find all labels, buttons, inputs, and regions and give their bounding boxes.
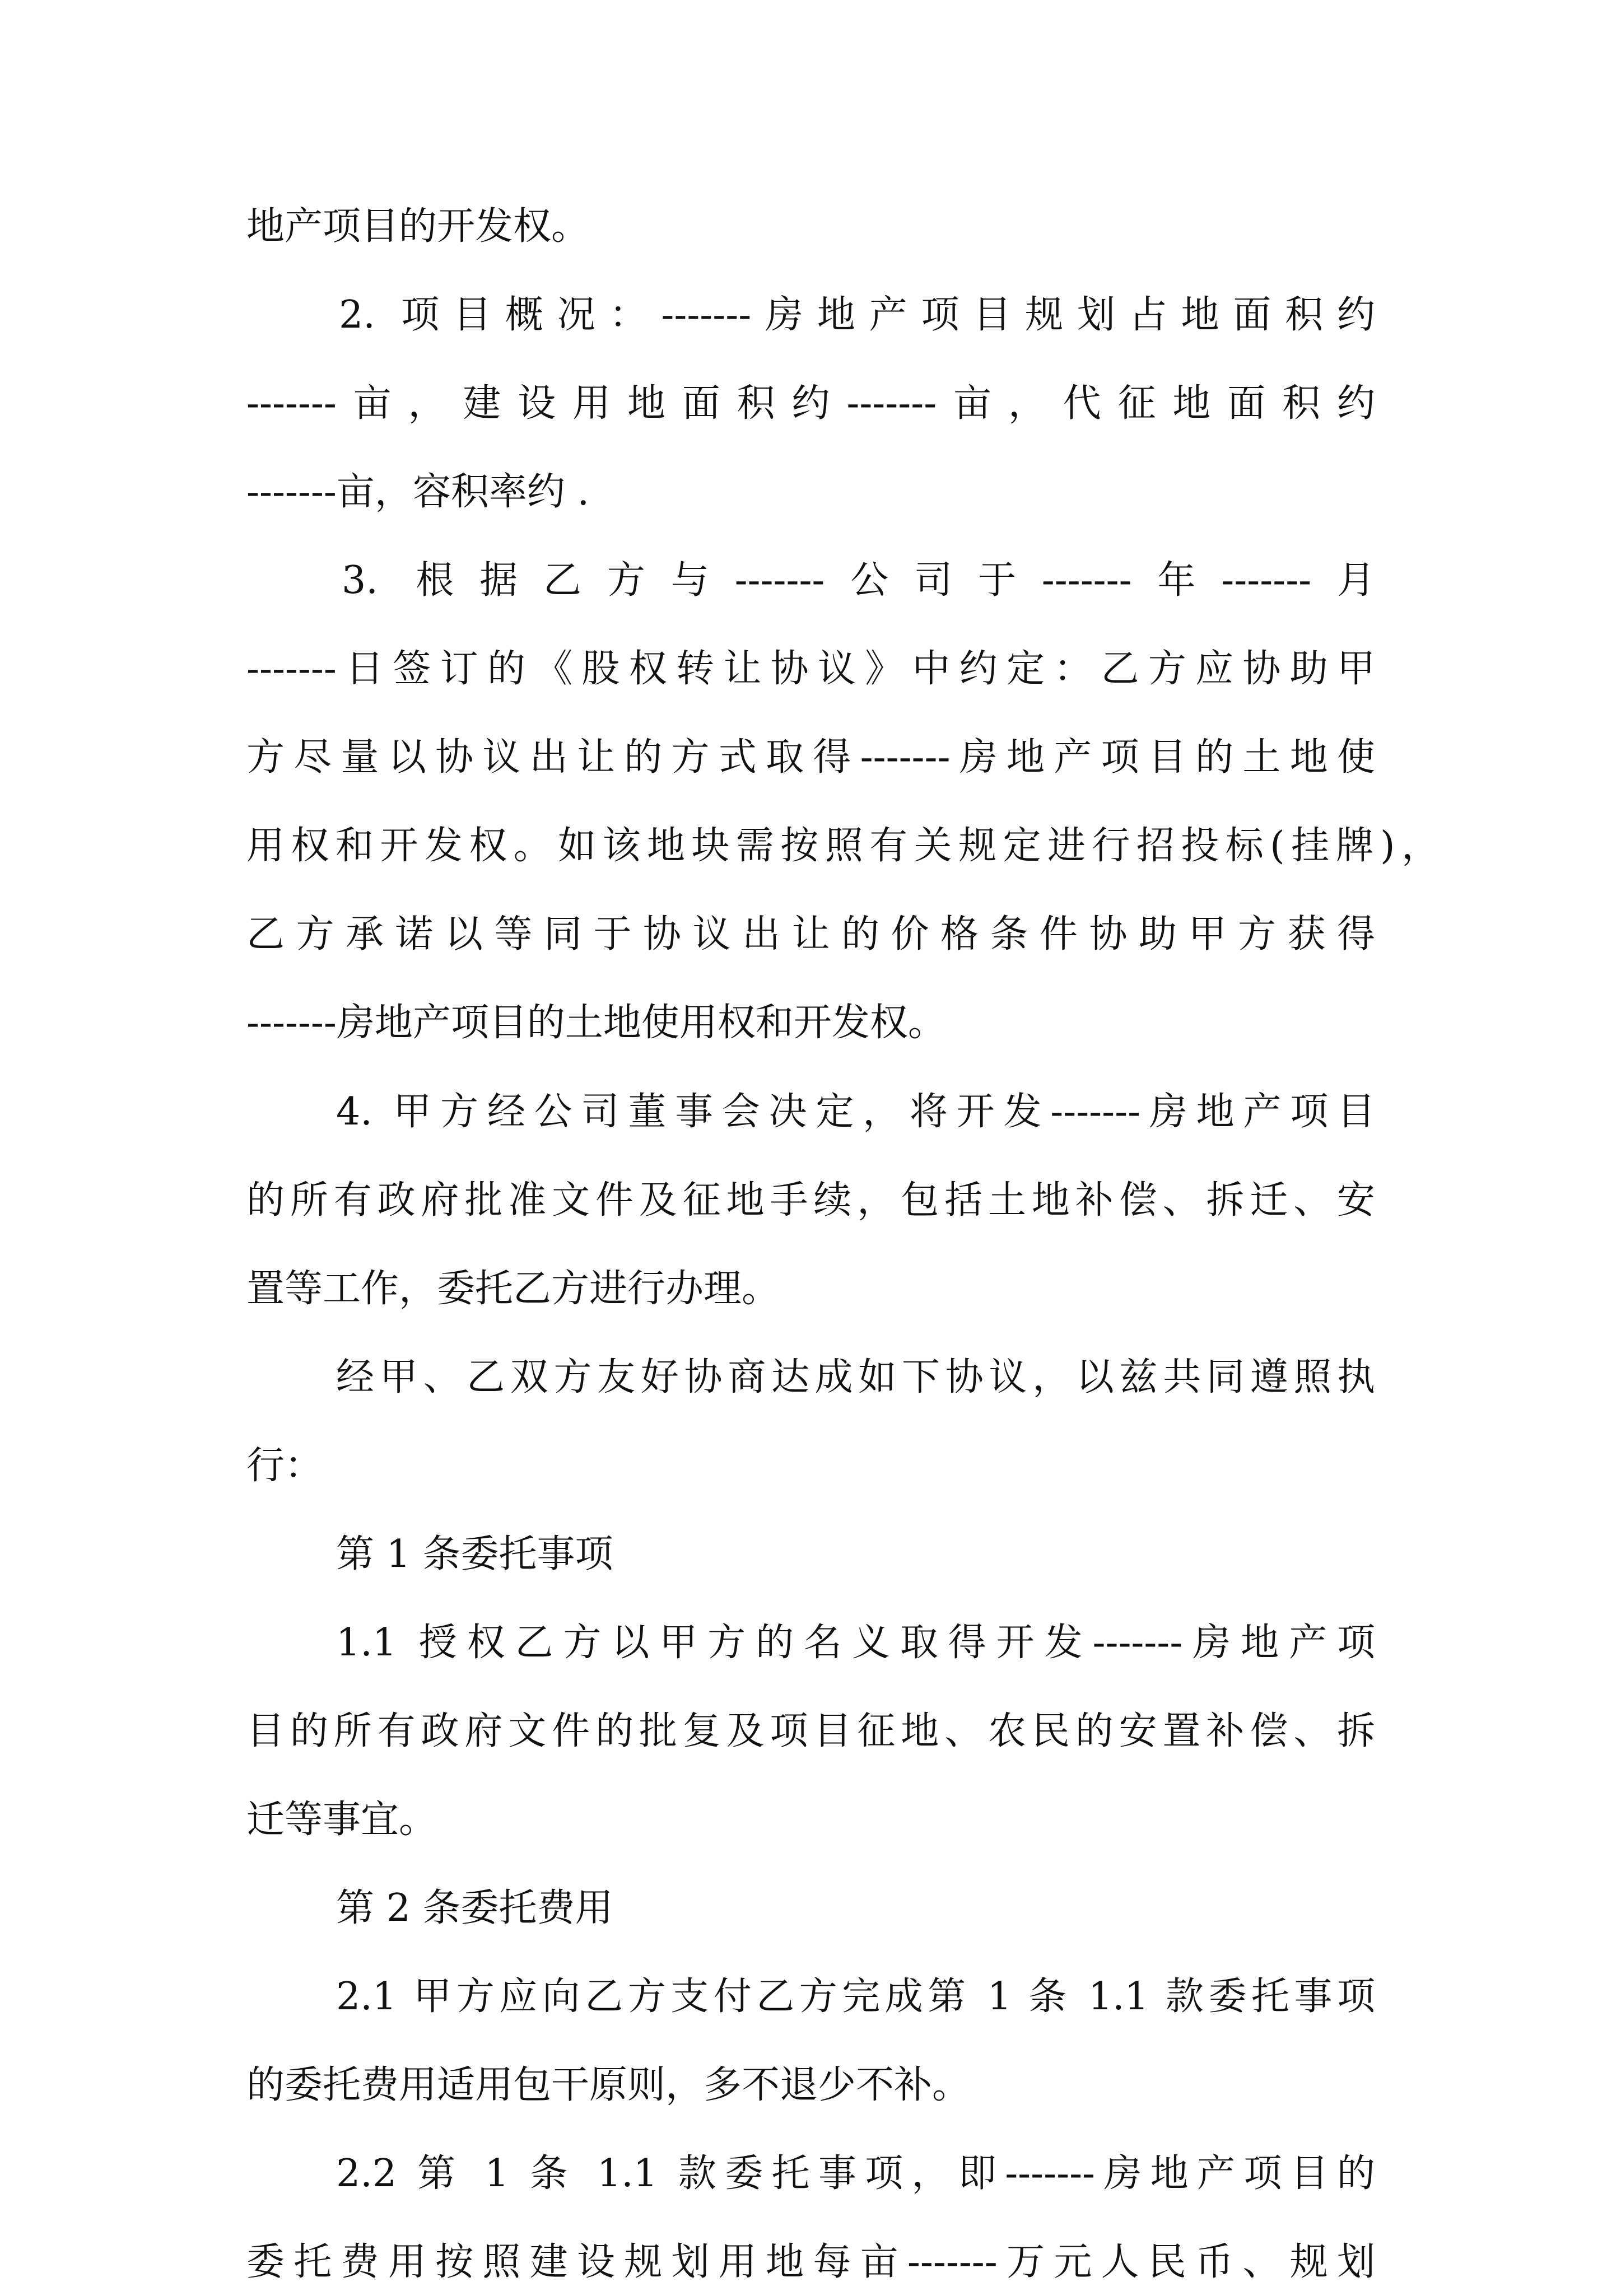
text-line: -------亩，建设用地面积约-------亩，代征地面积约	[246, 381, 1375, 426]
text-line: 乙方承诺以等同于协议出让的价格条件协助甲方获得	[246, 912, 1375, 956]
text-line: 2.1 甲方应向乙方支付乙方完成第 1 条 1.1 款委托事项	[336, 1975, 1375, 2019]
text-line: 经甲、乙双方友好协商达成如下协议，以兹共同遵照执	[336, 1355, 1375, 1399]
text-line: 迁等事宜。	[246, 1798, 437, 1842]
text-line: 委托费用按照建设规划用地每亩-------万元人民币、规划	[246, 2240, 1375, 2284]
text-line: 1.1 授权乙方以甲方的名义取得开发-------房地产项	[336, 1621, 1375, 1665]
text-line: 的所有政府批准文件及征地手续，包括土地补偿、拆迁、安	[246, 1178, 1375, 1222]
text-line: 4. 甲方经公司董事会决定，将开发-------房地产项目	[336, 1090, 1375, 1134]
text-line: 地产项目的开发权。	[246, 204, 590, 249]
text-line: 的委托费用适用包干原则，多不退少不补。	[246, 2063, 971, 2107]
text-line: 用权和开发权。如该地块需按照有关规定进行招投标(挂牌)，	[246, 824, 1440, 868]
text-line: 方尽量以协议出让的方式取得-------房地产项目的土地使	[246, 735, 1375, 780]
text-line: 目的所有政府文件的批复及项目征地、农民的安置补偿、拆	[246, 1709, 1375, 1753]
text-line: 第 1 条委托事项	[336, 1532, 613, 1576]
text-line: 第 2 条委托费用	[336, 1886, 613, 1930]
text-line: 2.2 第 1 条 1.1 款委托事项，即-------房地产项目的	[336, 2152, 1375, 2196]
text-line: -------日签订的《股权转让协议》中约定：乙方应协助甲	[246, 647, 1375, 691]
text-line: 行：	[246, 1444, 323, 1488]
text-line: 置等工作，委托乙方进行办理。	[246, 1267, 780, 1311]
text-line: -------房地产项目的土地使用权和开发权。	[246, 1001, 946, 1045]
text-line: 2. 项目概况：-------房地产项目规划占地面积约	[339, 293, 1375, 337]
text-line: 3. 根据乙方与-------公司于-------年-------月	[342, 558, 1375, 603]
text-line: -------亩，容积率约 .	[246, 470, 590, 514]
